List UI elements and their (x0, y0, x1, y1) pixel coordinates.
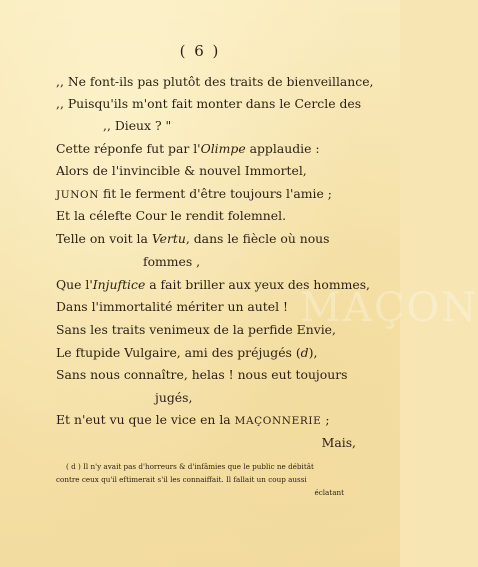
italic-word: Vertu (151, 231, 186, 246)
verse-line-1: ,, Ne font-ils pas plutôt des traits de bienveillance, (56, 74, 374, 89)
verse-line-3: ,, Dieux ? " (103, 118, 172, 133)
catchword: Mais, (321, 435, 356, 450)
watermark: MAÇON (300, 285, 478, 331)
footnote-line-2: contre ceux qu'il eftimerait s'il les connaiffait. Il fallait un coup aussi (56, 475, 307, 484)
verse-line-6: JUNON fit le ferment d'être toujours l'amie ; (56, 186, 332, 201)
verse-line-12: Sans les traits venimeux de la perfide Envie, (56, 322, 336, 337)
italic-word: Olimpe (200, 141, 246, 156)
page-number: ( 6 ) (179, 42, 221, 60)
small-caps-word: JUNON (56, 189, 100, 201)
verse-line-14: Sans nous connaître, helas ! nous eut toujours (56, 367, 348, 382)
verse-line-13: Le ftupide Vulgaire, ami des préjugés (d), (56, 345, 318, 360)
verse-line-8: Telle on voit la Vertu, dans le fiècle où nous (56, 231, 330, 246)
verse-line-2: ,, Puisqu'ils m'ont fait monter dans le Cercle des (56, 96, 362, 111)
italic-word: d (300, 345, 309, 360)
small-caps-word: MAÇONNERIE (234, 415, 322, 427)
verse-line-5: Alors de l'invincible & nouvel Immortel, (56, 163, 307, 178)
italic-word: Injuftice (92, 277, 146, 292)
verse-line-10: Que l'Injuftice a fait briller aux yeux des hommes, (56, 277, 371, 292)
footnote-line-1: ( d ) Il n'y avait pas d'horreurs & d'infâmies que le public ne débitât (66, 462, 314, 471)
footnote-line-3: éclatant (314, 488, 344, 497)
verse-line-11: Dans l'immortalité mériter un autel ! (56, 299, 288, 314)
verse-line-4: Cette réponfe fut par l'Olimpe applaudie : (56, 141, 320, 156)
verse-line-7: Et la célefte Cour le rendit folemnel. (56, 208, 287, 223)
verse-line-9: fommes , (143, 254, 201, 269)
verse-line-15: jugés, (155, 390, 193, 405)
verse-line-16: Et n'eut vu que le vice en la MAÇONNERIE ; (56, 412, 330, 427)
